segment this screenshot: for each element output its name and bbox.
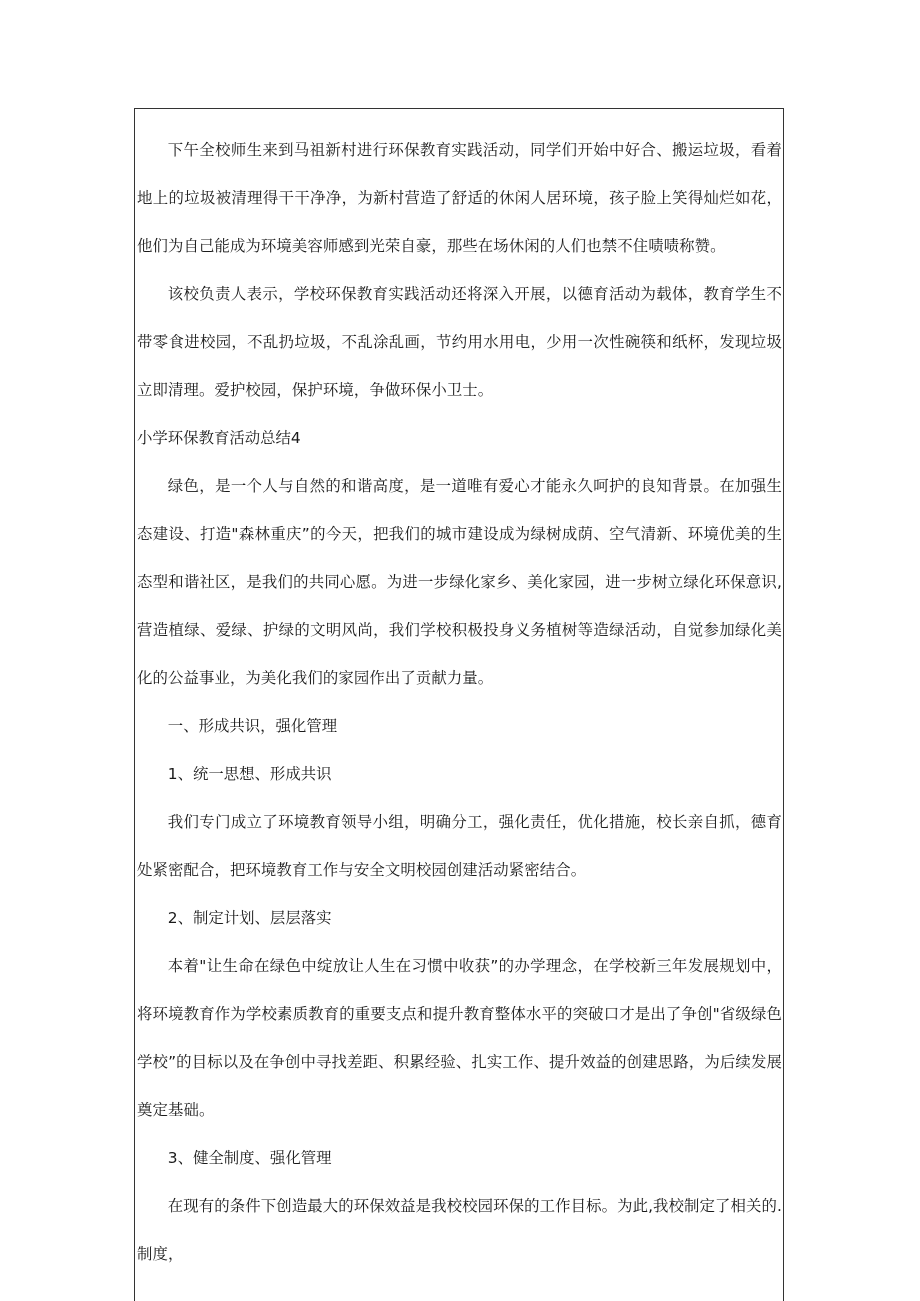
paragraph: 绿色，是一个人与自然的和谐高度，是一道唯有爱心才能永久呵护的良知背景。在加强生态建设、打造"森林重庆”的今天，把我们的城市建设成为绿树成荫、空气清新、环境优美的生态型和谐社区，是我们的共同心愿。为进一步绿化家乡、美化家园，进一步树立绿化环保意识,营造植绿、爱绿、护绿的文明风尚，我们学校积极投身义务植树等造绿活动，自觉参加绿化美化的公益事业，为美化我们的家园作出了贡献力量。 — [137, 477, 782, 687]
subheading: 一、形成共识，强化管理 — [167, 717, 338, 735]
paragraph: 在现有的条件下创造最大的环保效益是我校校园环保的工作目标。为此,我校制定了相关的.制度， — [137, 1197, 782, 1263]
document-body — [137, 126, 782, 1278]
paragraph: 下午全校师生来到马祖新村进行环保教育实践活动，同学们开始中好合、搬运垃圾，看着地上的垃圾被清理得干干净净，为新村营造了舒适的休闲人居环境，孩子脸上笑得灿烂如花，他们为自己能成为环境美容师感到光荣自豪，那些在场休闲的人们也禁不住啧啧称赞。 — [137, 141, 782, 255]
paragraph: 我们专门成立了环境教育领导小组，明确分工，强化责任，优化措施，校长亲自抓，德育处紧密配合，把环境教育工作与安全文明校园创建活动紧密结合。 — [137, 813, 782, 879]
paragraph: 该校负责人表示，学校环保教育实践活动还将深入开展，以德育活动为载体，教育学生不带零食进校园，不乱扔垃圾，不乱涂乱画，节约用水用电，少用一次性碗筷和纸杯，发现垃圾立即清理。爱护校园，保护环境，争做环保小卫士。 — [137, 285, 782, 399]
subheading: 2、制定计划、层层落实 — [167, 909, 332, 927]
subheading: 1、统一思想、形成共识 — [167, 765, 332, 783]
paragraph: 本着"让生命在绿色中绽放让人生在习惯中收获”的办学理念，在学校新三年发展规划中，将环境教育作为学校素质教育的重要支点和提升教育整体水平的突破口才是出了争创"省级绿色学校”的目标以及在争创中寻找差距、积累经验、扎实工作、提升效益的创建思路，为后续发展奠定基础。 — [137, 957, 782, 1119]
subheading: 3、健全制度、强化管理 — [167, 1149, 332, 1167]
section-title: 小学环保教育活动总结4 — [137, 429, 301, 447]
